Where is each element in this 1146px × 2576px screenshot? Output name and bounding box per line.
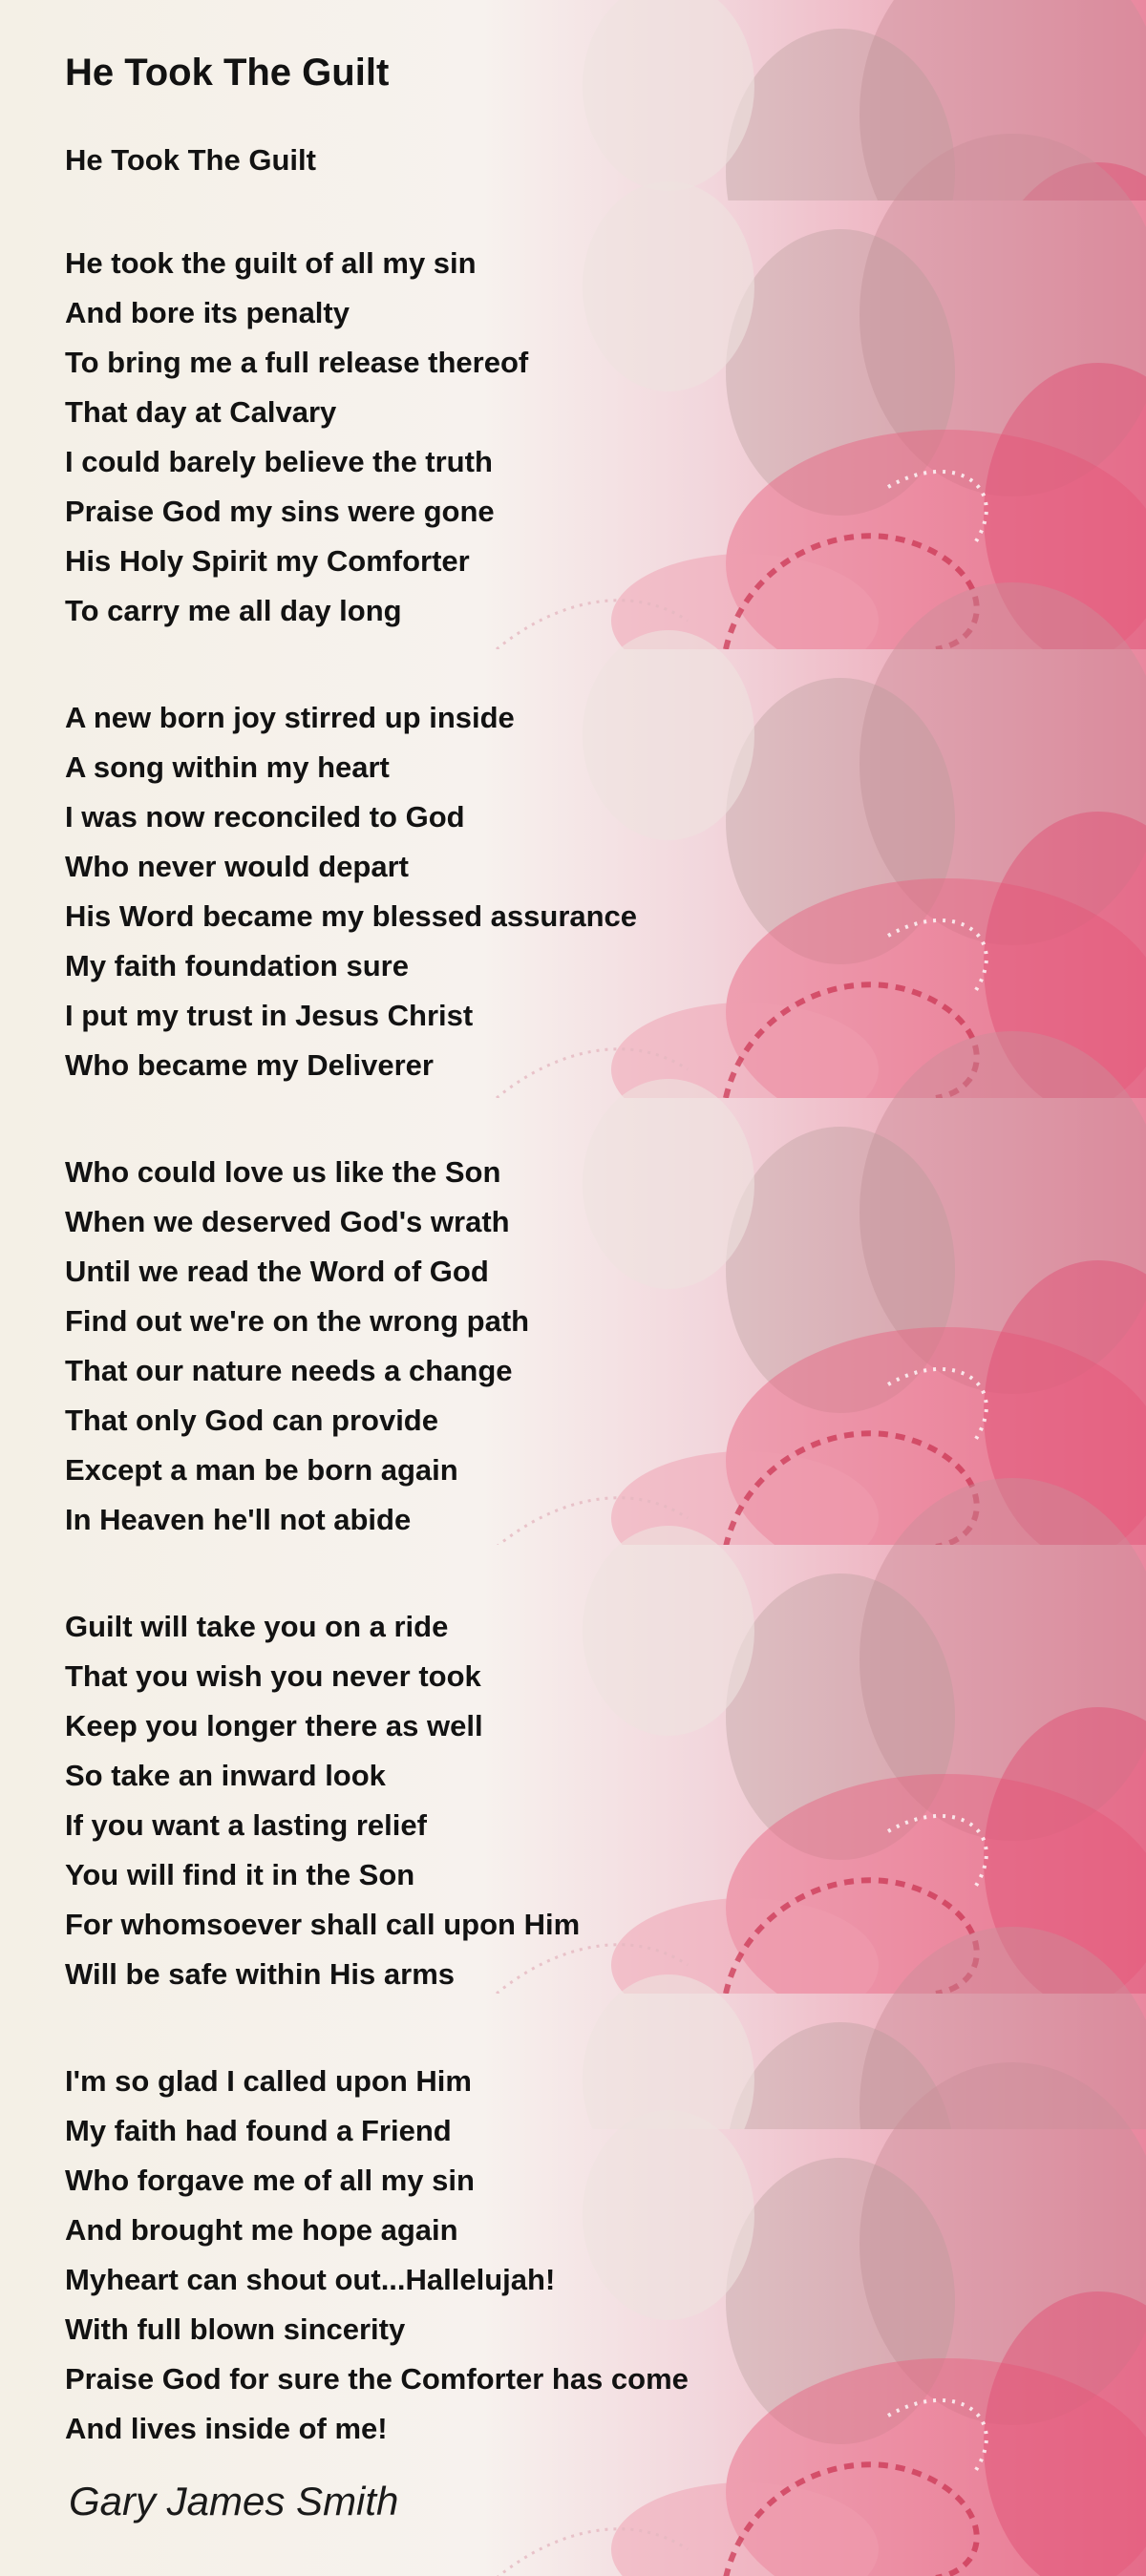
poem-line: Will be safe within His arms	[65, 1957, 455, 1991]
poem-line: Guilt will take you on a ride	[65, 1610, 449, 1643]
poem-line: I put my trust in Jesus Christ	[65, 999, 474, 1032]
poem-line: And lives inside of me!	[65, 2412, 388, 2445]
poem-line: You will find it in the Son	[65, 1858, 415, 1891]
stanza-1	[65, 239, 1115, 636]
poem-line: Who became my Deliverer	[65, 1048, 434, 1082]
poem-line: A new born joy stirred up inside	[65, 701, 515, 734]
poem-body	[65, 50, 1115, 2454]
poem-line: Praise God my sins were gone	[65, 495, 495, 528]
poem-line: I'm so glad I called upon Him	[65, 2064, 472, 2098]
poem-line: And bore its penalty	[65, 296, 350, 329]
poem-subtitle: He Took The Guilt	[65, 143, 316, 177]
poem-line: That day at Calvary	[65, 395, 337, 429]
poem-line: Praise God for sure the Comforter has come	[65, 2362, 689, 2396]
author-signature: Gary James Smith	[69, 2479, 399, 2523]
poem-line: To bring me a full release thereof	[65, 346, 529, 379]
poem-line: In Heaven he'll not abide	[65, 1503, 412, 1536]
poem-line: I was now reconciled to God	[65, 800, 465, 834]
poem-line: My faith had found a Friend	[65, 2114, 452, 2147]
stanza-3	[65, 1148, 1115, 1545]
poem-line: That only God can provide	[65, 1404, 438, 1437]
poem-line: Who never would depart	[65, 850, 409, 883]
poem-line: If you want a lasting relief	[65, 1808, 427, 1842]
poem-line: Keep you longer there as well	[65, 1709, 483, 1742]
poem-line: To carry me all day long	[65, 594, 402, 627]
poem-line: He took the guilt of all my sin	[65, 246, 477, 280]
poem-line: Until we read the Word of God	[65, 1255, 489, 1288]
poem-line: For whomsoever shall call upon Him	[65, 1908, 581, 1941]
stanza-2	[65, 693, 1115, 1090]
poem-line: Except a man be born again	[65, 1453, 458, 1487]
poem-line: My faith foundation sure	[65, 949, 409, 982]
poem-line: That our nature needs a change	[65, 1354, 513, 1387]
stanza-5	[65, 2057, 1115, 2454]
poem-line: A song within my heart	[65, 750, 390, 784]
poem-line: With full blown sincerity	[65, 2312, 406, 2346]
poem-line: When we deserved God's wrath	[65, 1205, 510, 1238]
poem-line: Myheart can shout out...Hallelujah!	[65, 2263, 556, 2296]
stanza-4	[65, 1602, 1115, 1999]
poem-line: His Word became my blessed assurance	[65, 899, 638, 933]
poem-line: That you wish you never took	[65, 1659, 481, 1693]
poem-title: He Took The Guilt	[65, 52, 390, 94]
poem-line: Who forgave me of all my sin	[65, 2164, 475, 2197]
poem-line: His Holy Spirit my Comforter	[65, 544, 470, 578]
poem-line: So take an inward look	[65, 1759, 386, 1792]
poem-line: Find out we're on the wrong path	[65, 1304, 530, 1338]
poem-line: Who could love us like the Son	[65, 1155, 501, 1189]
poem-line: And brought me hope again	[65, 2213, 458, 2247]
poem-line: I could barely believe the truth	[65, 445, 493, 478]
